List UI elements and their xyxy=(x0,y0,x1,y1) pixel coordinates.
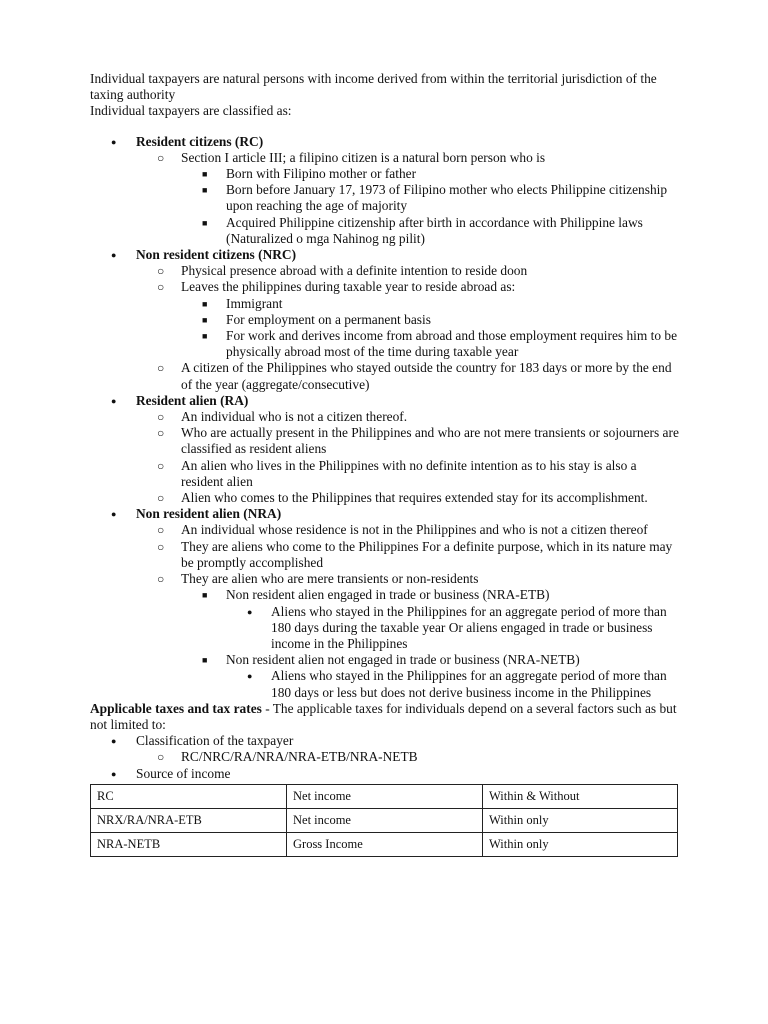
circle-bullet-icon: ○ xyxy=(157,539,165,554)
circle-bullet-icon: ○ xyxy=(157,410,165,425)
list-item-ra-sub4: ○ Alien who comes to the Philippines that requires extended stay for its accomplishment. xyxy=(157,490,648,506)
list-item-nra-sub3: ○ They are alien who are mere transients or non-residents xyxy=(157,571,479,587)
square-bullet-icon: ■ xyxy=(202,331,208,342)
list-item-nrc-sub3: ○ A citizen of the Philippines who stayed outside the country for 183 days or more by the end of the year (aggregate/consecutive) xyxy=(157,360,672,392)
bullet-icon: ● xyxy=(111,768,117,779)
bullet-icon: ● xyxy=(111,395,117,406)
list-item-nrc-work: ■ For work and derives income from abroad and those employment requires him to be physically abroad most of the time during taxable year xyxy=(202,328,678,360)
list-item-nra-netb: ■ Non resident alien not engaged in trade or business (NRA-NETB) xyxy=(202,652,580,668)
square-bullet-icon: ■ xyxy=(202,314,208,325)
square-bullet-icon: ■ xyxy=(202,217,208,228)
circle-bullet-icon: ○ xyxy=(157,264,165,279)
applicable-taxes-text: - The applicable taxes for individuals depend on a several factors such as but not limited to: xyxy=(90,700,677,732)
circle-bullet-icon: ○ xyxy=(157,491,165,506)
square-bullet-icon: ■ xyxy=(202,655,208,666)
list-item-nra-etb: ■ Non resident alien engaged in trade or business (NRA-ETB) xyxy=(202,587,550,603)
rc-title: Resident citizens (RC) xyxy=(136,133,264,149)
list-item-nra xyxy=(90,506,682,522)
list-item-nra-netb-detail: ● Aliens who stayed in the Philippines for an aggregate period of more than 180 days or less but does not derive business income in the Philippines xyxy=(247,668,667,700)
list-item-nrc-sub1: ○ Physical presence abroad with a definite intention to reside doon xyxy=(157,263,528,279)
list-item-classification-codes: ○ RC/NRC/RA/NRA/NRA-ETB/NRA-NETB xyxy=(157,749,418,765)
bullet-icon: ● xyxy=(111,136,117,147)
intro-classified: Individual taxpayers are classified as: xyxy=(90,103,292,119)
intro-paragraph: Individual taxpayers are natural persons with income derived from within the territorial jurisdiction of the taxing authority xyxy=(90,71,657,103)
table-row xyxy=(91,784,678,808)
source-of-income-table xyxy=(90,784,678,857)
circle-bullet-icon: ○ xyxy=(157,150,165,165)
nrc-title: Non resident citizens (NRC) xyxy=(136,247,297,263)
list-item-rc-born-parent: ■ Born with Filipino mother or father xyxy=(202,166,417,182)
list-item-nra-sub1: ○ An individual whose residence is not in the Philippines and who is not a citizen thereof xyxy=(157,522,648,538)
circle-bullet-icon: ○ xyxy=(157,572,165,587)
square-bullet-icon: ■ xyxy=(202,169,208,180)
table-cell: Within only xyxy=(483,808,678,832)
bullet-icon: ● xyxy=(111,509,117,520)
table-cell: NRA-NETB xyxy=(91,832,287,856)
circle-bullet-icon: ○ xyxy=(157,750,165,765)
bullet-icon: ● xyxy=(247,606,253,617)
circle-bullet-icon: ○ xyxy=(157,361,165,376)
list-item-classification: ● Classification of the taxpayer xyxy=(111,733,294,749)
list-item-rc-born-before: ■ Born before January 17, 1973 of Filipino mother who elects Philippine citizenship upon reaching the age of majority xyxy=(202,182,668,214)
list-item-nrc-immigrant: ■ Immigrant xyxy=(202,295,283,311)
list-item-nrc xyxy=(90,247,682,263)
list-item-nra-etb-detail: ● Aliens who stayed in the Philippines for an aggregate period of more than 180 days during the taxable year Or aliens engaged in trade or business income in the Philippines xyxy=(247,603,667,651)
applicable-taxes-paragraph xyxy=(90,701,682,733)
table-cell: Within only xyxy=(483,832,678,856)
bullet-icon: ● xyxy=(111,250,117,261)
ra-title: Resident alien (RA) xyxy=(136,392,249,408)
square-bullet-icon: ■ xyxy=(202,590,208,601)
bullet-icon: ● xyxy=(247,671,253,682)
square-bullet-icon: ■ xyxy=(202,298,208,309)
table-cell: Within & Without xyxy=(483,784,678,808)
list-item-nrc-employment: ■ For employment on a permanent basis xyxy=(202,311,431,327)
nra-title: Non resident alien (NRA) xyxy=(136,506,282,522)
table-row xyxy=(91,808,678,832)
table-cell: RC xyxy=(91,784,287,808)
list-item-nrc-sub2: ○ Leaves the philippines during taxable year to reside abroad as: xyxy=(157,279,516,295)
list-item-ra-sub3: ○ An alien who lives in the Philippines with no definite intention as to his stay is also a resident alien xyxy=(157,457,637,489)
circle-bullet-icon: ○ xyxy=(157,280,165,295)
factors-list xyxy=(90,733,682,782)
classification-list xyxy=(90,134,682,701)
circle-bullet-icon: ○ xyxy=(157,523,165,538)
circle-bullet-icon: ○ xyxy=(157,426,165,441)
table-cell: Gross Income xyxy=(287,832,483,856)
table-cell: Net income xyxy=(287,808,483,832)
list-item-ra xyxy=(90,393,682,409)
table-cell: NRX/RA/NRA-ETB xyxy=(91,808,287,832)
table-cell: Net income xyxy=(287,784,483,808)
list-item-rc-acquired: ■ Acquired Philippine citizenship after birth in accordance with Philippine laws (Naturalized o mga Nahinog ng pilit) xyxy=(202,214,643,246)
bullet-icon: ● xyxy=(111,736,117,747)
applicable-taxes-heading: Applicable taxes and tax rates xyxy=(90,700,262,716)
list-item-ra-sub1: ○ An individual who is not a citizen thereof. xyxy=(157,409,408,425)
list-item-ra-sub2: ○ Who are actually present in the Philippines and who are not mere transients or sojourners are classified as resident aliens xyxy=(157,425,679,457)
list-item-rc xyxy=(90,134,682,150)
circle-bullet-icon: ○ xyxy=(157,458,165,473)
list-item-source-of-income: ● Source of income xyxy=(111,765,231,781)
list-item-nra-sub2: ○ They are aliens who come to the Philippines For a definite purpose, which in its nature may be promptly accomplished xyxy=(157,538,673,570)
document-content xyxy=(90,71,682,857)
list-item-rc-sub: ○ Section I article III; a filipino citizen is a natural born person who is xyxy=(157,149,546,165)
table-row xyxy=(91,832,678,856)
square-bullet-icon: ■ xyxy=(202,185,208,196)
